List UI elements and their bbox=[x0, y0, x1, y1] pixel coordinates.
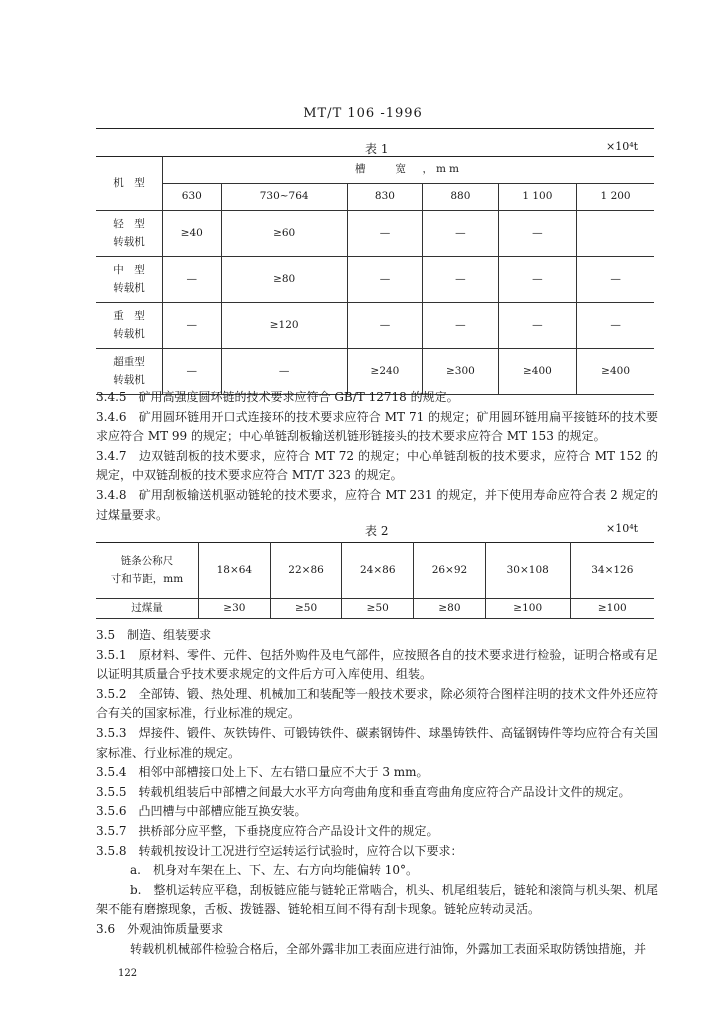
clause-3-6-text: 转载机机械部件检验合格后，全部外露非加工表面应进行油饰，外露加工表面采取防锈蚀措施，并 bbox=[130, 941, 647, 956]
table1-cell: — bbox=[347, 211, 422, 257]
table1-cell: — bbox=[498, 211, 577, 257]
clause-3-5-4: 3.5.4 相邻中部槽接口处上下、左右错口量应不大于 3 mm。 bbox=[96, 765, 429, 780]
table1-cell: — bbox=[347, 303, 422, 349]
clause-3-5-2: 3.5.2 全部铸、锻、热处理、机械加工和装配等一般技术要求，除必须符合图样注明的技术文件外还应符合有关的国家标准，行业标准的规定。 bbox=[96, 686, 658, 721]
clause-3-5-7: 3.5.7 拱桥部分应平整，下垂挠度应符合产品设计文件的规定。 bbox=[96, 823, 439, 838]
table2-size: 34×126 bbox=[570, 543, 654, 599]
table2-size: 26×92 bbox=[414, 543, 486, 599]
table2-value: ≥80 bbox=[414, 599, 486, 619]
table1-cell: — bbox=[423, 303, 498, 349]
table1-width: 1 100 bbox=[498, 184, 577, 211]
table2 bbox=[96, 542, 654, 619]
clause-3-4-8: 3.4.8 矿用刮板输送机驱动链轮的技术要求，应符合 MT 231 的规定，并下使用寿命应符合表 2 规定的过煤量要求。 bbox=[96, 487, 658, 522]
clause-3-4-7: 3.4.7 边双链刮板的技术要求，应符合 MT 72 的规定；中心单链刮板的技术要求，应符合 MT 152 的规定，中双链刮板的技术要求应符合 MT/T 323 的规定。 bbox=[96, 448, 658, 483]
table1-cell: ≥400 bbox=[577, 349, 654, 395]
table2-value: ≥100 bbox=[485, 599, 570, 619]
table2-value: ≥50 bbox=[270, 599, 342, 619]
page-number: 122 bbox=[118, 968, 138, 979]
table2-size: 30×108 bbox=[485, 543, 570, 599]
table2-size: 24×86 bbox=[342, 543, 414, 599]
table1-cell: ≥80 bbox=[221, 257, 347, 303]
table2-value: ≥100 bbox=[570, 599, 654, 619]
table1-width: 730~764 bbox=[221, 184, 347, 211]
table1-cell: — bbox=[163, 303, 222, 349]
table1-cell: ≥120 bbox=[221, 303, 347, 349]
table1-row-label: 中 型 转载机 bbox=[96, 257, 163, 303]
clause-3-5-5: 3.5.5 转载机组装后中部槽之间最大水平方向弯曲角度和垂直弯曲角度应符合产品设计文件的规定。 bbox=[96, 784, 631, 799]
table1-cell: — bbox=[498, 257, 577, 303]
table1-width: 830 bbox=[347, 184, 422, 211]
table1-cell: — bbox=[347, 257, 422, 303]
table1-row-label: 超重型 转载机 bbox=[96, 349, 163, 395]
clause-3-5-6: 3.5.6 凸凹槽与中部槽应能互换安装。 bbox=[96, 804, 307, 819]
clause-3-4-6: 3.4.6 矿用圆环链用开口式连接环的技术要求应符合 MT 71 的规定；矿用圆环链用扁平接链环的技术要求应符合 MT 99 的规定；中心单链刮板输送机链形链接头的技术要求应符合 MT 153 的规定。 bbox=[96, 409, 658, 444]
table2-value: ≥50 bbox=[342, 599, 414, 619]
table2-size: 18×64 bbox=[199, 543, 271, 599]
table1-caption: 表 1 bbox=[365, 142, 389, 156]
table1-cell: ≥240 bbox=[347, 349, 422, 395]
table1-model-header: 机 型 bbox=[96, 157, 163, 211]
table2-header-label: 链条公称尺 寸和节距，mm bbox=[96, 543, 199, 599]
table1-cell: — bbox=[423, 257, 498, 303]
table2-unit: ×10⁴t bbox=[606, 522, 639, 535]
clause-3-5-3: 3.5.3 焊接件、锻件、灰铁铸件、可锻铸铁件、碳素钢铸件、球墨铸铁件、高锰钢铸件等均应符合有关国家标准、行业标准的规定。 bbox=[96, 725, 658, 760]
table1-cell: — bbox=[163, 349, 222, 395]
table1-cell: ≥60 bbox=[221, 211, 347, 257]
table1-cell: — bbox=[221, 349, 347, 395]
table1-width: 630 bbox=[163, 184, 222, 211]
table1-width-header: 槽 宽 ，mm bbox=[163, 157, 655, 184]
table1-row-label: 重 型 转载机 bbox=[96, 303, 163, 349]
clauses-b bbox=[96, 626, 658, 959]
clause-3-5-1: 3.5.1 原材料、零件、元件、包括外购件及电气部件，应按照各自的技术要求进行检验，证明合格或有足以证明其质量合乎技术要求规定的文件后方可入库使用、组装。 bbox=[96, 647, 658, 682]
table2-caption: 表 2 bbox=[365, 524, 389, 538]
page-header: MT/T 106 -1996 bbox=[303, 106, 423, 121]
table1-cell: — bbox=[163, 257, 222, 303]
table1-cell: — bbox=[423, 211, 498, 257]
table1-cell: — bbox=[577, 303, 654, 349]
clause-3-6: 3.6 外观油饰质量要求 bbox=[96, 921, 224, 936]
table1-cell: — bbox=[498, 303, 577, 349]
clause-3-5: 3.5 制造、组装要求 bbox=[96, 628, 212, 642]
clause-3-5-8-b: b. 整机运转应平稳，刮板链应能与链轮正常啮合，机头、机尾组装后，链轮和滚筒与机头架、机尾架不能有磨擦现象，舌板、拨链器、链轮相互间不得有刮卡现象。链轮应转动灵活。 bbox=[96, 882, 658, 917]
table1-width: 880 bbox=[423, 184, 498, 211]
table1-cell bbox=[577, 211, 654, 257]
clause-3-5-8: 3.5.8 转载机按设计工况进行空运转运行试验时，应符合以下要求： bbox=[96, 843, 463, 858]
table1-cell: — bbox=[577, 257, 654, 303]
table1-cell: ≥40 bbox=[163, 211, 222, 257]
header-rule bbox=[96, 128, 654, 129]
table1-cell: ≥400 bbox=[498, 349, 577, 395]
clause-3-4-5: 3.4.5 矿用高强度圆环链的技术要求应符合 GB/T 12718 的规定。 bbox=[96, 390, 459, 404]
table1-width: 1 200 bbox=[577, 184, 654, 211]
clause-3-5-8-a: a. 机身对车架在上、下、左、右方向均能偏转 10°。 bbox=[130, 863, 419, 878]
table1 bbox=[96, 156, 654, 395]
table2-value: ≥30 bbox=[199, 599, 271, 619]
table2-size: 22×86 bbox=[270, 543, 342, 599]
table1-cell: ≥300 bbox=[423, 349, 498, 395]
clauses-a bbox=[96, 388, 658, 525]
table1-unit: ×10⁴t bbox=[606, 140, 639, 153]
table1-row-label: 轻 型 转载机 bbox=[96, 211, 163, 257]
table2-row-label: 过煤量 bbox=[96, 599, 199, 619]
